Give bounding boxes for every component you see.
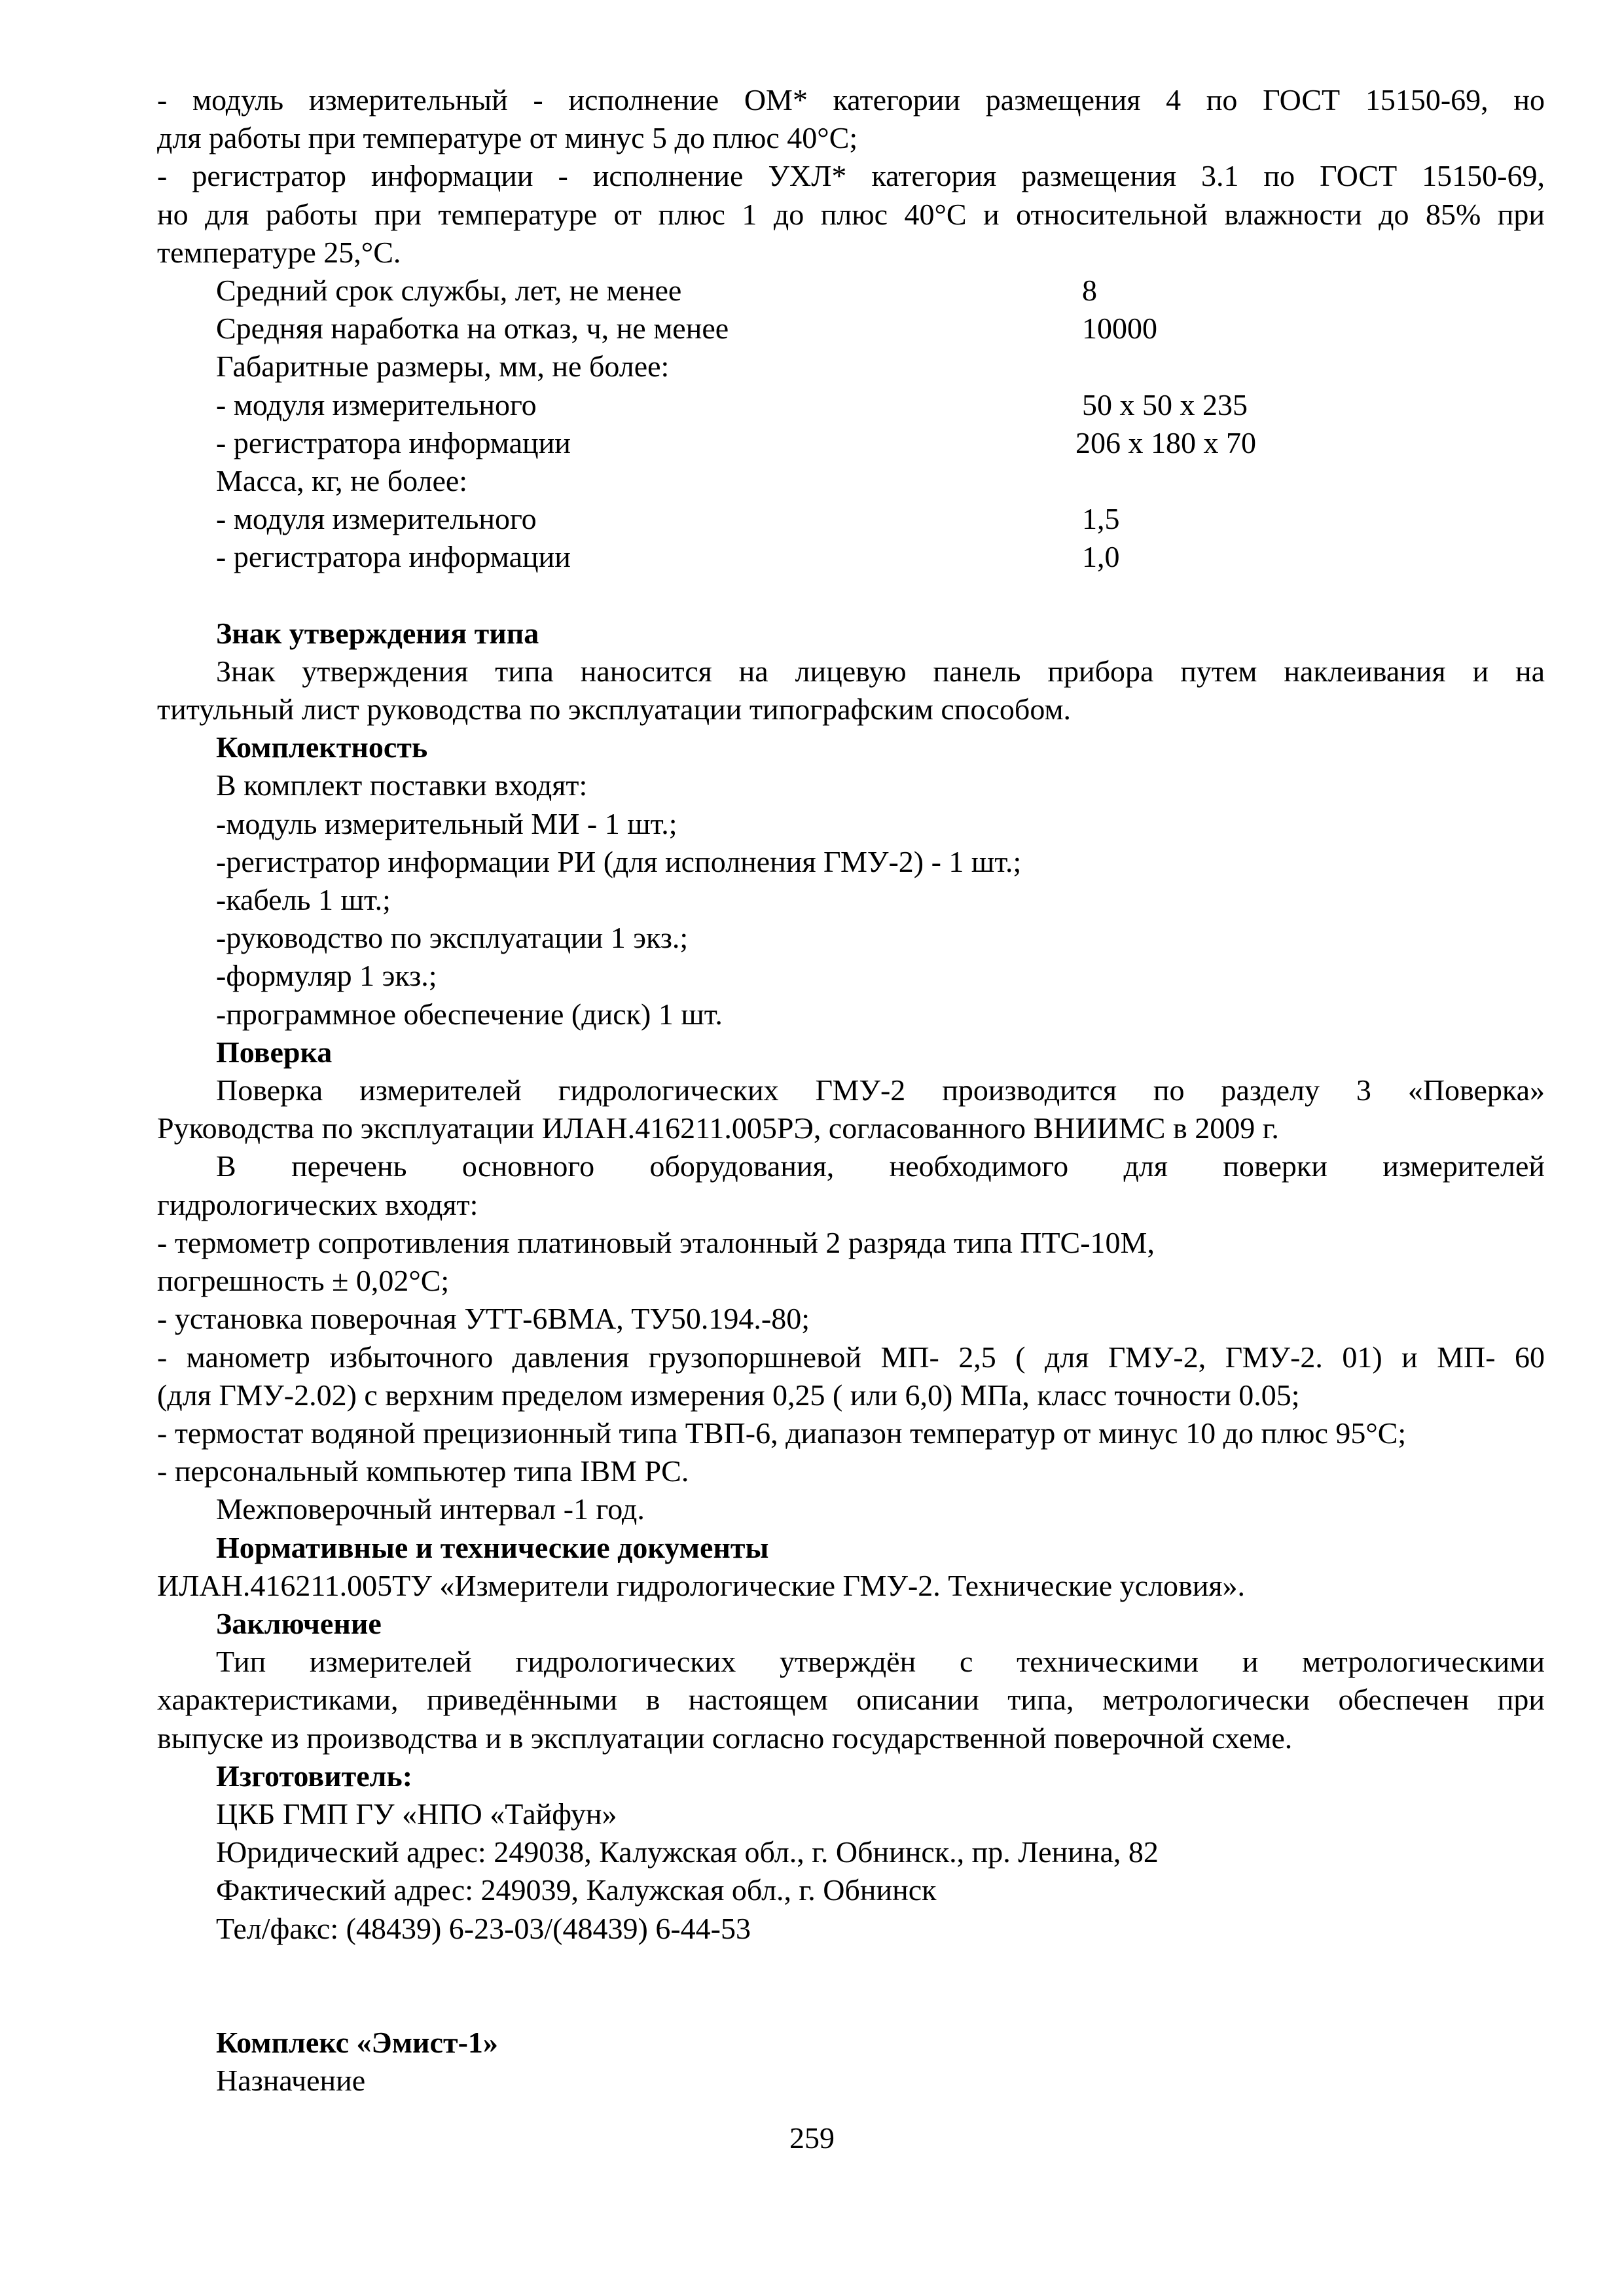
- specs-list: [157, 272, 1545, 577]
- spec-label: - модуля измерительного: [216, 387, 537, 422]
- spec-row: [157, 272, 1545, 310]
- spec-row: [157, 538, 1545, 576]
- climate-registrar-line: температуре 25,°С.: [157, 235, 401, 269]
- equipment-item: (для ГМУ-2.02) с верхним пределом измерения 0,25 ( или 6,0) МПа, класс точности 0.05;: [157, 1378, 1300, 1412]
- spec-label: - регистратора информации: [216, 540, 571, 574]
- climate-registrar-line: но для работы при температуре от плюс 1 до плюс 40°С и относительной влажности до 85% при: [157, 197, 1545, 231]
- spec-row: [157, 386, 1545, 424]
- climate-registrar-line: - регистратор информации - исполнение УХЛ* категория размещения 3.1 по ГОСТ 15150-69,: [157, 159, 1545, 193]
- equipment-item: погрешность ± 0,02°С;: [157, 1264, 450, 1298]
- list-item: -программное обеспечение (диск) 1 шт.: [216, 997, 723, 1031]
- equipment-item: - термометр сопротивления платиновый эталонный 2 разряда типа ПТС-10М,: [157, 1225, 1155, 1259]
- list-item: -модуль измерительный МИ - 1 шт.;: [216, 806, 677, 840]
- equipment-item: - манометр избыточного давления грузопоршневой МП- 2,5 ( для ГМУ-2, ГМУ-2. 01) и МП- 60: [157, 1340, 1545, 1374]
- paragraph-line: В комплект поставки входят:: [216, 768, 588, 802]
- list-item: -формуляр 1 экз.;: [216, 959, 437, 993]
- equipment-item: - термостат водяной прецизионный типа ТВП-6, диапазон температур от минус 10 до плюс 95°С;: [157, 1416, 1407, 1450]
- manufacturer-legal-address: Юридический адрес: 249038, Калужская обл., г. Обнинск., пр. Ленина, 82: [216, 1835, 1159, 1869]
- paragraph-line: Поверка измерителей гидрологических ГМУ-2 производится по разделу 3 «Поверка»: [216, 1073, 1545, 1107]
- manufacturer-actual-address: Фактический адрес: 249039, Калужская обл., г. Обнинск: [216, 1873, 937, 1907]
- page-number: 259: [789, 2121, 835, 2155]
- section-heading: Комплекс «Эмист-1»: [216, 2025, 498, 2059]
- paragraph-line: Руководства по эксплуатации ИЛАН.416211.005РЭ, согласованного ВНИИМС в 2009 г.: [157, 1111, 1279, 1145]
- paragraph-line: титульный лист руководства по эксплуатации типографским способом.: [157, 692, 1072, 726]
- spec-label: Средняя наработка на отказ, ч, не менее: [216, 312, 729, 346]
- manufacturer-name: ЦКБ ГМП ГУ «НПО «Тайфун»: [216, 1797, 617, 1831]
- spec-label: Масса, кг, не более:: [216, 464, 468, 498]
- climate-module-line: для работы при температуре от минус 5 до плюс 40°С;: [157, 121, 858, 155]
- subsection-heading: Назначение: [216, 2063, 366, 2097]
- climate-module-line: - модуль измерительный - исполнение ОМ* категории размещения 4 по ГОСТ 15150-69, но: [157, 83, 1545, 117]
- paragraph-line: характеристиками, приведёнными в настоящем описании типа, метрологически обеспечен при: [157, 1683, 1545, 1717]
- document-page: [157, 81, 1545, 2100]
- spec-value: 206 х 180 х 70: [1075, 425, 1256, 459]
- equipment-item: - персональный компьютер типа IBM PC.: [157, 1454, 689, 1488]
- paragraph-line: Тип измерителей гидрологических утверждён с техническими и метрологическими: [216, 1645, 1545, 1679]
- paragraph-line: гидрологических входят:: [157, 1187, 478, 1221]
- spec-value: 1,0: [1082, 540, 1120, 574]
- list-item: -регистратор информации РИ (для исполнения ГМУ-2) - 1 шт.;: [216, 844, 1022, 878]
- spec-label: Средний срок службы, лет, не менее: [216, 274, 682, 308]
- spec-row: [157, 310, 1545, 348]
- paragraph-line: В перечень основного оборудования, необходимого для поверки измерителей: [216, 1149, 1545, 1183]
- section-heading: Нормативные и технические документы: [216, 1530, 769, 1564]
- paragraph-line: выпуске из производства и в эксплуатации согласно государственной поверочной схеме.: [157, 1721, 1293, 1755]
- paragraph-line: Знак утверждения типа наносится на лицевую панель прибора путем наклеивания и на: [216, 654, 1545, 688]
- section-heading: Знак утверждения типа: [216, 616, 539, 650]
- paragraph-line: Межповерочный интервал -1 год.: [216, 1492, 645, 1526]
- list-item: -руководство по эксплуатации 1 экз.;: [216, 921, 689, 955]
- spec-value: 1,5: [1082, 502, 1120, 536]
- equipment-item: - установка поверочная УТТ-6ВМА, ТУ50.194.-80;: [157, 1302, 810, 1336]
- manufacturer-phone: Тел/факс: (48439) 6-23-03/(48439) 6-44-53: [216, 1911, 751, 1945]
- section-heading: Изготовитель:: [216, 1759, 413, 1793]
- spec-label: - регистратора информации: [216, 425, 571, 459]
- spec-label: - модуля измерительного: [216, 502, 537, 536]
- spec-value: 8: [1082, 274, 1097, 308]
- list-item: -кабель 1 шт.;: [216, 883, 391, 917]
- spec-row: [157, 424, 1545, 462]
- spec-row: [157, 462, 1545, 500]
- spec-value: 50 х 50 х 235: [1082, 387, 1248, 422]
- section-heading: Комплектность: [216, 730, 428, 764]
- spec-value: 10000: [1082, 312, 1157, 346]
- section-heading: Поверка: [216, 1035, 333, 1069]
- spec-row: [157, 500, 1545, 538]
- section-heading: Заключение: [216, 1606, 382, 1640]
- spec-row: [157, 348, 1545, 386]
- paragraph-line: ИЛАН.416211.005ТУ «Измерители гидрологические ГМУ-2. Технические условия».: [157, 1568, 1246, 1602]
- spec-label: Габаритные размеры, мм, не более:: [216, 350, 670, 384]
